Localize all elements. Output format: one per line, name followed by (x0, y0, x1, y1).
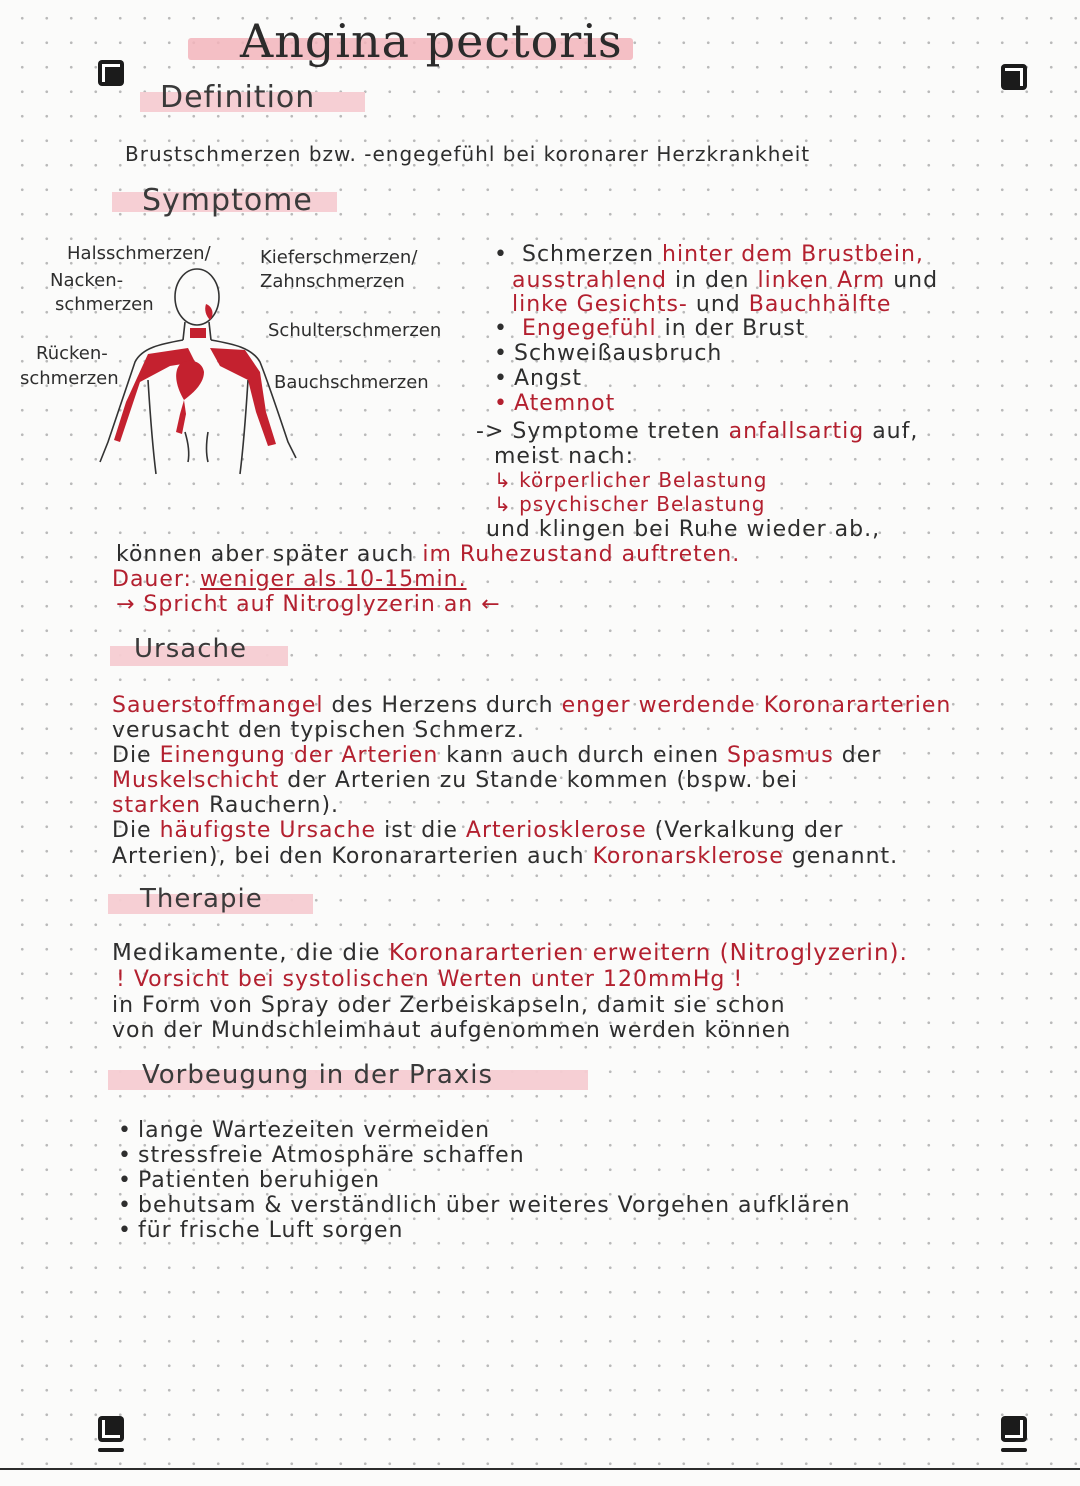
ursache-red-text: Einengung (159, 743, 286, 768)
symptom-text: -> Symptome treten (476, 419, 721, 444)
label-schulter: Schulterschmerzen (268, 320, 442, 341)
symptom-red-text: ausstrahlend (512, 268, 667, 293)
nitro-line: → Spricht auf Nitroglyzerin an ← (116, 592, 501, 617)
ursache-line-7 (112, 844, 898, 869)
symptom-line-ausstrahlend (512, 268, 938, 293)
therapie-red-text: (Nitroglyzerin). (719, 940, 908, 966)
ursache-red-text: enger werdende Koronararterien (561, 693, 952, 718)
ursache-red-text: Arteriosklerose (465, 818, 647, 843)
ursache-text: der Arterien zu Stande kommen (bspw. bei (287, 768, 798, 793)
symptom-item-angst: • Angst (494, 366, 582, 391)
corner-marker-bottom-right (1001, 1416, 1027, 1442)
symptom-line-gesicht (512, 292, 891, 317)
ursache-red-text: Koronarsklerose (592, 844, 784, 869)
symptom-item-atemnot: • Atemnot (494, 391, 615, 416)
symptom-line-anfallsartig (476, 419, 918, 444)
symptom-text: können aber später auch (116, 542, 415, 567)
ursache-line-2: verusacht den typischen Schmerz. (112, 718, 525, 743)
therapie-line-1 (112, 940, 908, 966)
symptom-text: und (695, 292, 741, 317)
ursache-line-1 (112, 693, 951, 718)
ursache-heading: Ursache (134, 634, 247, 664)
label-ruecken-2: schmerzen (20, 368, 119, 389)
corner-marker-top-left (98, 60, 124, 86)
symptom-text: auf, (872, 419, 919, 444)
vorbeugung-item: • lange Wartezeiten vermeiden (118, 1118, 490, 1143)
therapie-warning-text: Vorsicht bei systolischen Werten unter 120mmHg (133, 967, 726, 992)
corner-marker-bottom-left (98, 1416, 124, 1442)
symptom-text: Schmerzen (521, 242, 655, 267)
ursache-red-text: Muskelschicht (112, 768, 280, 793)
vorbeugung-item: • für frische Luft sorgen (118, 1218, 403, 1243)
ursache-line-5 (112, 793, 339, 818)
label-nacken-2: schmerzen (55, 294, 154, 315)
dauer-label: Dauer: (112, 567, 192, 592)
ursache-text: Die (112, 818, 152, 843)
ursache-text: (Verkalkung der (654, 818, 844, 843)
symptom-red-text: hinter dem (662, 242, 794, 267)
symptom-line-ruhezustand (116, 542, 740, 567)
vorbeugung-item: • Patienten beruhigen (118, 1168, 380, 1193)
ursache-red-text: der Arterien (293, 743, 439, 768)
symptom-text: in der Brust (664, 316, 806, 341)
definition-heading: Definition (160, 80, 316, 115)
symptom-red-text: linken Arm (757, 268, 886, 293)
symptom-text: in den (675, 268, 750, 293)
corner-bar-bottom-right (1001, 1448, 1027, 1452)
definition-text: Brustschmerzen bzw. -engegefühl bei koronarer Herzkrankheit (125, 142, 811, 166)
ursache-text: kann auch durch einen (446, 743, 720, 768)
symptom-red-text: linke Gesichts- (512, 292, 688, 317)
corner-bar-bottom-left (98, 1448, 124, 1452)
therapie-heading: Therapie (140, 884, 263, 914)
ursache-red-text: starken (112, 793, 202, 818)
vorbeugung-item: • behutsam & verständlich über weiteres Vorgehen aufklären (118, 1193, 851, 1218)
warning-icon: ! (733, 967, 744, 992)
ursache-line-6 (112, 818, 844, 843)
ursache-text: der (841, 743, 882, 768)
symptom-line-koerperlich: ↳ körperlicher Belastung (494, 468, 768, 492)
symptom-red-text: Bauchhälfte (748, 292, 892, 317)
ursache-red-text: Spasmus (727, 743, 834, 768)
therapie-line-4: von der Mundschleimhaut aufgenommen werden können (112, 1018, 792, 1043)
warning-icon: ! (116, 967, 126, 992)
ursache-text: des Herzens durch (331, 693, 554, 718)
label-kiefer-2: Zahnschmerzen (260, 271, 405, 292)
symptom-item-engegefuehl (494, 316, 805, 341)
vorbeugung-heading: Vorbeugung in der Praxis (142, 1060, 493, 1090)
symptom-item-schweiss: • Schweißausbruch (494, 341, 722, 366)
ursache-text: Rauchern). (209, 793, 340, 818)
page-bottom-border (0, 1468, 1080, 1470)
symptom-red-text: Engegefühl (521, 316, 657, 341)
label-hals: Halsschmerzen/ (67, 243, 211, 264)
symptome-heading: Symptome (142, 183, 313, 218)
symptom-line-meist: meist nach: (494, 444, 635, 469)
symptom-red-text: anfallsartig (728, 419, 865, 444)
therapie-text: Medikamente, die die (112, 940, 381, 966)
ursache-text: ist die (384, 818, 458, 843)
ursache-line-4 (112, 768, 798, 793)
page-title: Angina pectoris (240, 14, 623, 68)
ursache-text: Die (112, 743, 152, 768)
ursache-text: genannt. (791, 844, 899, 869)
symptom-red-text: im Ruhezustand auftreten. (422, 542, 741, 567)
symptom-red-text: Brustbein, (801, 242, 924, 267)
symptom-line-psychisch: ↳ psychischer Belastung (494, 492, 766, 516)
label-bauch: Bauchschmerzen (274, 372, 429, 393)
therapie-red-text: Koronararterien erweitern (388, 940, 712, 966)
label-kiefer-1: Kieferschmerzen/ (260, 247, 418, 268)
dauer-value: weniger als 10-15min. (199, 567, 467, 592)
ursache-red-text: Sauerstoffmangel (112, 693, 324, 718)
vorbeugung-item: • stressfreie Atmosphäre schaffen (118, 1143, 525, 1168)
dauer-line (112, 567, 467, 592)
symptom-text: und (893, 268, 939, 293)
ursache-text: Arterien), bei den Koronararterien auch (112, 844, 585, 869)
therapie-warning (116, 967, 743, 992)
label-ruecken-1: Rücken- (36, 343, 108, 364)
corner-marker-top-right (1001, 64, 1027, 90)
symptom-item-schmerzen (494, 242, 924, 267)
label-nacken-1: Nacken- (50, 270, 124, 291)
symptom-line-klingen: und klingen bei Ruhe wieder ab., (486, 517, 881, 542)
ursache-line-3 (112, 743, 881, 768)
ursache-red-text: häufigste Ursache (159, 818, 377, 843)
therapie-line-3: in Form von Spray oder Zerbeiskapseln, damit sie schon (112, 993, 786, 1018)
